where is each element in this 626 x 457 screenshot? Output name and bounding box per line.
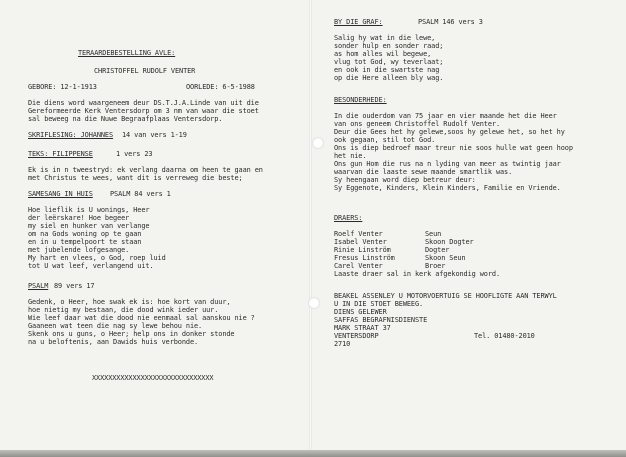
reading-label: SKRIFLESING: JOHANNES [28,131,114,139]
psalm-line: na u beloftenis, aan Dawids huis verbonde. [28,338,199,346]
bio-line: het nie. [334,152,367,160]
bearers-label: DRAERS: [334,214,363,222]
punch-hole-top [312,137,324,149]
hymn-line: My hart en vlees, o God, roep luid [28,254,166,262]
text-line: met Christus te wees, want dit is verreweg die beste; [28,174,243,182]
hymn-line: der leërskare! Hoe begeer [28,214,130,222]
bearer-name: Roelf Venter [334,230,383,238]
bearer-relation: Seun [425,230,442,238]
sing1-reference: PSALM 84 vers 1 [110,190,171,198]
psalm-line: hoe nietig my bestaan, die dood wink ieder uur. [28,306,219,314]
bearer-name: Fresus Linström [334,254,395,262]
bio-line: Sy heengaan word diep betreur deur: [334,176,476,184]
undertaker-line: U IN DIE STOET BEWEEG. [334,300,424,308]
deceased-name: CHRISTOFFEL RUDOLF VENTER [94,67,196,75]
text-line: Ek is in n tweestryd: ek verlang daarna om heen te gaan en [28,166,263,174]
undertaker-line: VENTERSDORP [334,332,379,340]
psalm-line: Gedenk, o Heer, hoe swak ek is: hoe kort van duur, [28,298,231,306]
bio-line: Ons is diep bedroef maar treur nie soos hulle wat geen hoop [334,144,573,152]
bearer-relation: Skoon Seun [425,254,466,262]
punch-hole-bottom [308,297,320,309]
bearers-note: Laaste draer sal in kerk afgekondig word. [334,270,500,278]
bearer-name: Carel Venter [334,262,383,270]
page-edge-shadow [0,450,626,457]
bio-line: van ons geneem Christoffel Rudolf Venter. [334,120,500,128]
sing1-label: SAMESANG IN HUIS [28,190,93,198]
text-label: TEKS: FILIPPENSE [28,150,93,158]
hymn-line: my siel en hunker van verlange [28,222,150,230]
hymn-line: om na Gods woning op te gaan [28,230,142,238]
bio-line: Ons gun Hom die rus na n lyding van meer as twintig jaar [334,160,561,168]
bio-line: In die ouderdom van 75 jaar en vier maande het die Heer [334,112,557,120]
bio-line: ook gegaan, stil tot God. [334,136,436,144]
psalm-line: Wie leef daar wat die dood nie eenmaal sal aanskou nie ? [28,314,255,322]
reading-reference: 14 van vers 1-19 [122,131,187,139]
sing2-label: PSALM [28,282,49,290]
grave-line: op die Here alleen bly wag. [334,74,444,82]
bearer-relation: Broer [425,262,446,270]
hymn-line: Hoe lieflik is U wonings, Heer [28,206,150,214]
birth-date: GEBORE: 12-1-1913 [28,83,97,91]
undertaker-line: BEAKEL ASSENLEY U MOTORVOERTUIG SE HOOFLIGTE AAN TERWYL [334,292,557,300]
bio-label: BESONDERHEDE: [334,96,387,104]
intro-line: Die diens word waargeneem deur DS.T.J.A.Linde van uit die [28,99,259,107]
death-date: OORLEDE: 6-5-1988 [186,83,255,91]
grave-reference: PSALM 146 vers 3 [418,18,483,26]
page-fold [309,0,312,450]
psalm-line: Gaaneen wat teen die nag sy lewe behou nie. [28,322,203,330]
bio-line: Sy Eggenote, Kinders, Klein Kinders, Familie en Vriende. [334,184,561,192]
bio-line: Deur die Gees het hy gelewe,soos hy gelewe het, so het hy [334,128,565,136]
bearer-relation: Dogter [425,246,450,254]
bearer-name: Isabel Venter [334,238,387,246]
psalm-line: Skenk ons u guns, o Heer; help ons in donker stonde [28,330,235,338]
text-reference: 1 vers 23 [116,150,153,158]
grave-line: as hom alles wil begewe, [334,50,432,58]
intro-line: Gereformeerde Kerk Ventersdorp om 3 nm van waar die stoet [28,107,259,115]
postal-code: 2710 [334,340,351,348]
bio-line: waarvan die laaste sewe maande smartlik was. [334,168,513,176]
hymn-line: met jubelende lofgesange. [28,246,130,254]
undertaker-line: MARK STRAAT 37 [334,324,391,332]
sing2-reference: 89 vers 17 [54,282,95,290]
grave-label: BY DIE GRAF: [334,18,383,26]
hymn-line: en in u tempelpoort te staan [28,238,142,246]
phone-number: Tel. 01480-2010 [474,332,535,340]
undertaker-line: DIENS GELEWER [334,308,387,316]
grave-line: en ook in die swartste nag [334,66,440,74]
grave-line: vlug tot God, wy teverlaat; [334,58,444,66]
funeral-title: TERAARDEBESTELLING AVLE: [78,49,176,57]
intro-line: sal beweeg na die Nuwe Begraafplaas Ventersdorp. [28,115,223,123]
bearer-relation: Skoon Dogter [425,238,474,246]
grave-line: sonder hulp en sonder raad; [334,42,444,50]
undertaker-line: SAFFAS BEGRAFNISDIENSTE [334,316,428,324]
bearer-name: Rinie Linström [334,246,391,254]
hymn-line: tot U wat leef, verlangend uit. [28,262,154,270]
grave-line: Salig hy wat in die lewe, [334,34,436,42]
divider-line: XXXXXXXXXXXXXXXXXXXXXXXXXXXXXX [92,374,214,382]
